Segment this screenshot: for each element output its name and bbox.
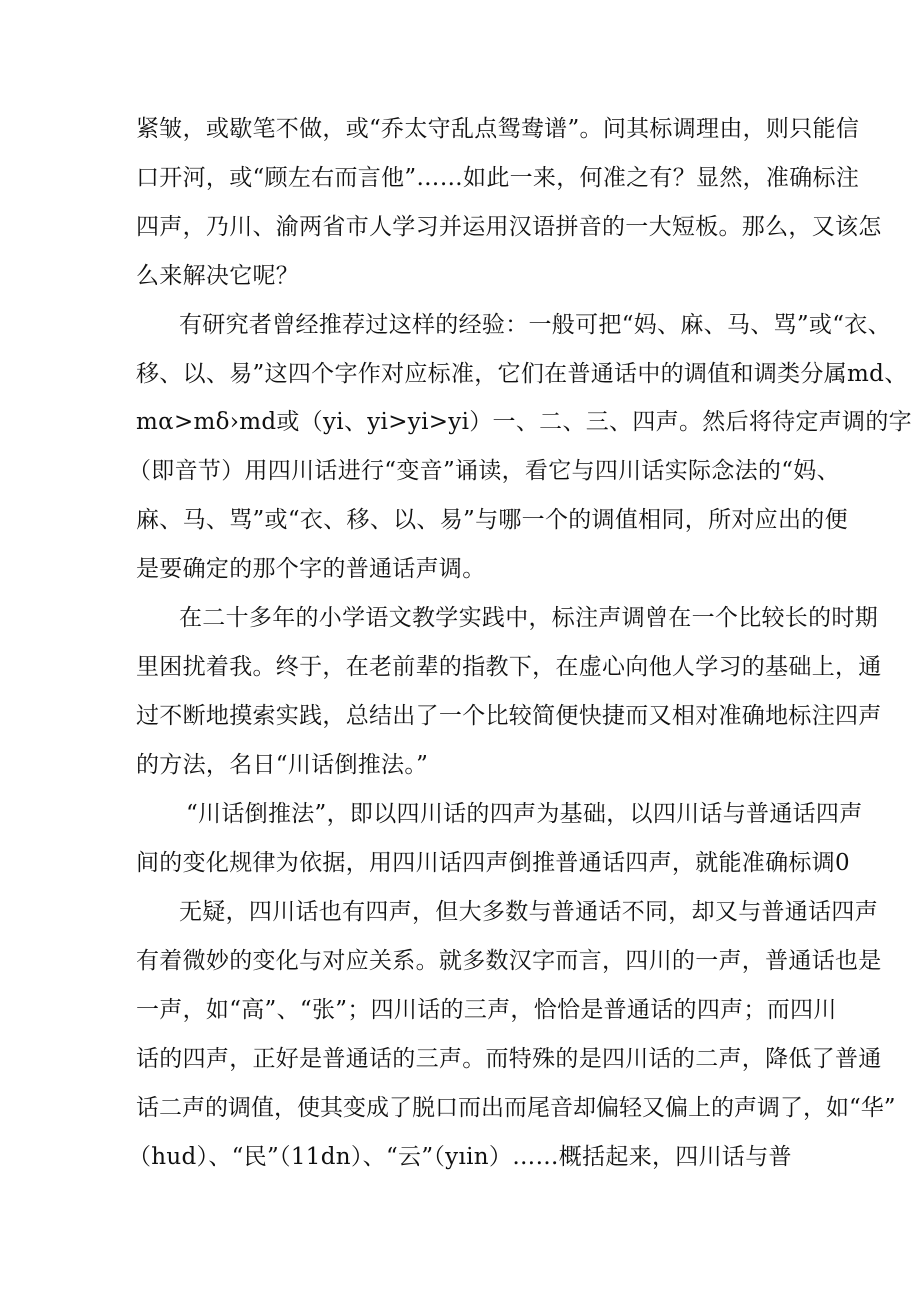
text-line: 是要确定的那个字的普通话声调。 [136,556,486,582]
text-line: 麻、马、骂”或“衣、移、以、易”与哪一个的调值相同，所对应出的便 [136,507,848,533]
text-line: 一声，如“高”、“张”；四川话的三声，恰恰是普通话的四声；而四川 [136,997,837,1023]
text-line: 间的变化规律为依据，用四川话四声倒推普通话四声，就能准确标调0 [136,850,850,876]
text-line: 话二声的调值，使其变成了脱口而出而尾音却偏轻又偏上的声调了，如“华” [136,1095,896,1121]
text-line: 有着微妙的变化与对应关系。就多数汉字而言，四川的一声，普通话也是 [136,948,882,974]
text-line: “川话倒推法”，即以四川话的四声为基础，以四川话与普通话四声 [186,801,863,827]
text-line: 话的四声，正好是普通话的三声。而特殊的是四川话的二声，降低了普通 [136,1046,882,1072]
text-line: 过不断地摸索实践，总结出了一个比较简便快捷而又相对准确地标注四声 [136,703,882,729]
text-line: 移、以、易”这四个字作对应标准，它们在普通话中的调值和调类分属md、 [136,361,908,387]
text-line: （即音节）用四川话进行“变音”诵读，看它与四川话实际念法的“妈、 [128,458,840,484]
text-line: 无疑，四川话也有四声，但大多数与普通话不同，却又与普通话四声 [179,899,878,925]
text-line: 在二十多年的小学语文教学实践中，标注声调曾在一个比较长的时期 [179,605,878,631]
text-line: mα>mδ›md或（yi、yi>yi>yi）一、二、三、四声。然后将待定声调的字 [136,409,912,435]
text-line: （hud）、“民”（11dn）、“云”（yıin）……概括起来，四川话与普 [128,1144,792,1170]
text-line: 紧皱，或歇笔不做，或“乔太守乱点鸳鸯谱”。问其标调理由，则只能信 [136,116,860,142]
text-line: 口开河，或“顾左右而言他”……如此一来，何准之有？显然，准确标注 [136,165,860,191]
text-line: 里困扰着我。终于，在老前辈的指教下，在虚心向他人学习的基础上，通 [136,654,882,680]
text-line: 的方法，名日“川话倒推法。” [136,752,429,778]
text-line: 四声，乃川、渝两省市人学习并运用汉语拼音的一大短板。那么，又该怎 [136,214,882,240]
text-line: 么来解决它呢？ [136,263,300,289]
text-line: 有研究者曾经推荐过这样的经验：一般可把“妈、麻、马、骂”或“衣、 [179,312,891,338]
